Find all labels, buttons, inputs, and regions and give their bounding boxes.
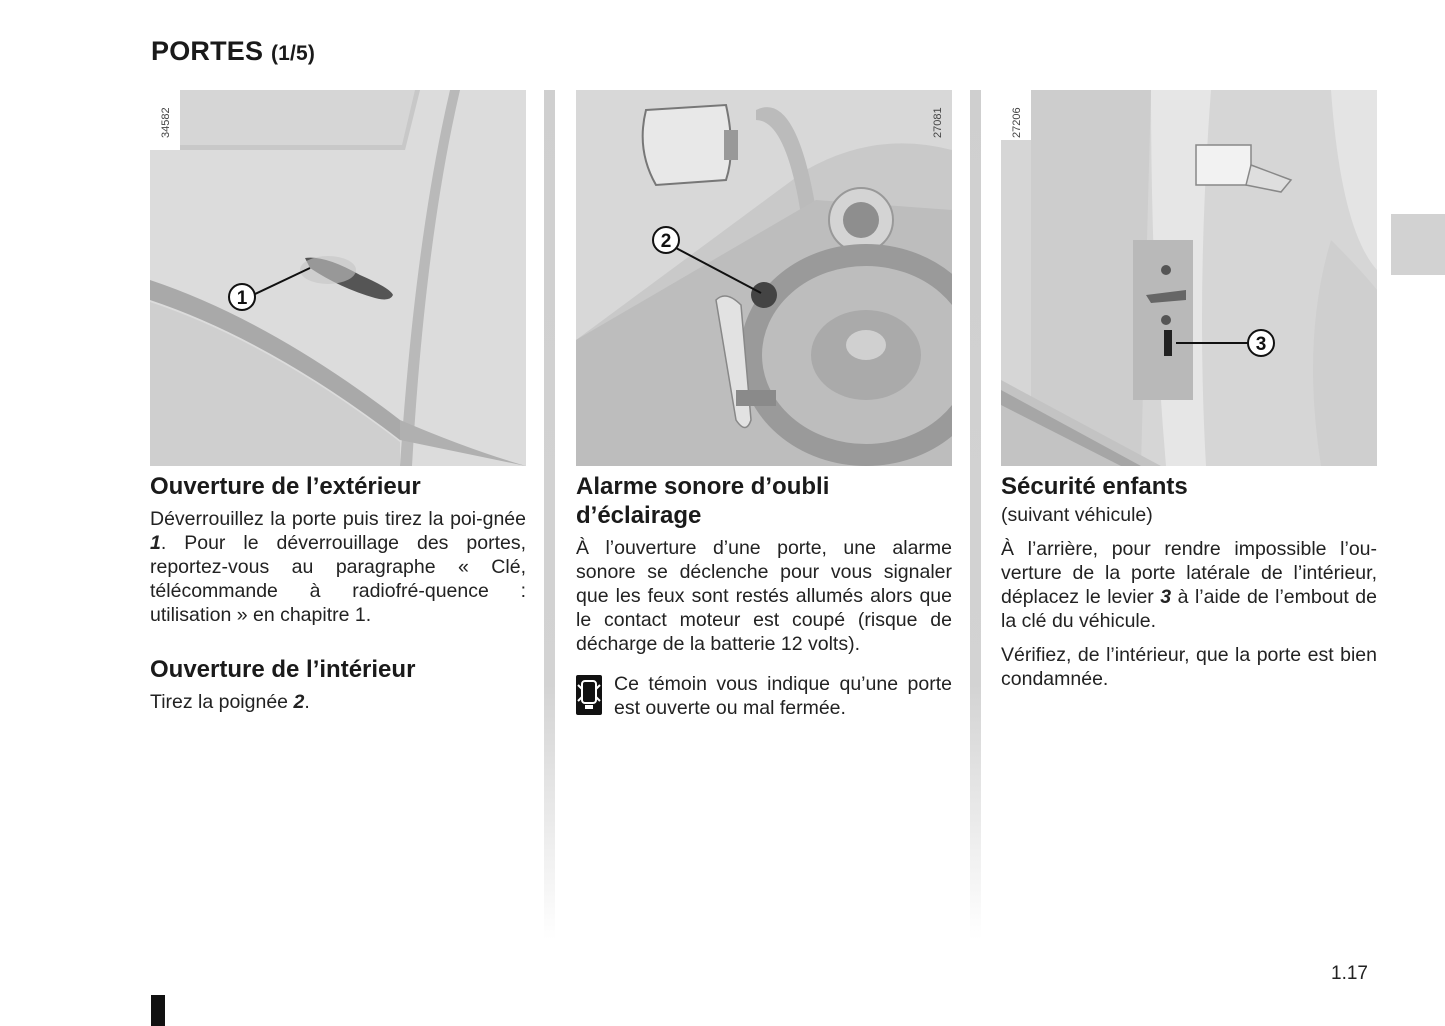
door-open-warning-icon-svg	[576, 675, 602, 715]
heading-line: d’éclairage	[576, 502, 702, 529]
text-run: .	[304, 691, 310, 713]
section-text	[1001, 537, 1377, 633]
section-heading: Ouverture de l’intérieur	[150, 656, 416, 683]
page-number: 1.17	[1331, 963, 1368, 984]
figure-code: 27206	[1011, 107, 1023, 138]
page-title-part: (1/5)	[270, 42, 316, 65]
text-run: Déverrouillez la porte puis tirez la poi-	[150, 508, 483, 530]
text-run: Tirez la poignée	[150, 691, 294, 713]
column-exterior-opening	[150, 90, 526, 714]
heading-line: Alarme sonore d’oubli	[576, 473, 830, 500]
column-divider	[544, 90, 555, 940]
section-text	[150, 690, 526, 714]
figure-door-exterior-handle	[150, 90, 526, 466]
page-title-main: PORTES	[151, 36, 264, 66]
figure-interior-handle	[576, 90, 952, 466]
door-exterior-illustration	[150, 90, 526, 466]
corner-mark	[151, 995, 165, 1026]
warning-paragraph	[576, 672, 952, 720]
column-child-safety	[1001, 90, 1377, 691]
section-heading: Ouverture de l’extérieur	[150, 473, 421, 500]
section-text	[150, 507, 526, 627]
text-run: À l’arrière, pour rendre impossible l’ou-verture de la porte latérale de l’intérieur, déplacez le levier	[1001, 538, 1377, 608]
child-lock-illustration	[1001, 90, 1377, 466]
column-lighting-alarm	[576, 90, 952, 720]
section-note: (suivant véhicule)	[1001, 504, 1153, 526]
chapter-tab	[1391, 214, 1445, 275]
text-run: . Pour le déverrouillage des portes, reportez-vous au paragraphe « Clé, télécommande à radiofré-quence : utilisation » en chapitre 1.	[150, 532, 526, 626]
section-text: À l’ouverture d’une porte, une alarme sonore se déclenche pour vous signaler que les feux sont restés allumés alors que le contact moteur est coupé (risque de décharge de la batterie 12 volts).	[576, 537, 952, 655]
callout-ref: 2	[293, 691, 305, 713]
interior-illustration	[576, 90, 952, 466]
callout-ref: 1	[150, 532, 161, 554]
callout-1-label: 1	[236, 288, 248, 309]
door-open-warning-icon	[576, 675, 602, 715]
page-title	[151, 36, 315, 67]
callout-2-label: 2	[660, 231, 672, 252]
text-run: gnée	[482, 508, 526, 530]
text-run: à l’aide de l’embout de la clé du véhicule.	[1001, 586, 1377, 632]
figure-code: 27081	[932, 107, 944, 138]
figure-code: 34582	[160, 107, 172, 138]
callout-ref: 3	[1160, 586, 1172, 608]
callout-3-label: 3	[1255, 334, 1267, 355]
figure-child-lock	[1001, 90, 1377, 466]
section-heading: Sécurité enfants	[1001, 473, 1188, 500]
warning-text: Ce témoin vous indique qu’une porte est ouverte ou mal fermée.	[614, 673, 952, 719]
section-heading	[576, 472, 952, 530]
section-text: Vérifiez, de l’intérieur, que la porte est bien condamnée.	[1001, 644, 1377, 690]
column-divider	[970, 90, 981, 940]
